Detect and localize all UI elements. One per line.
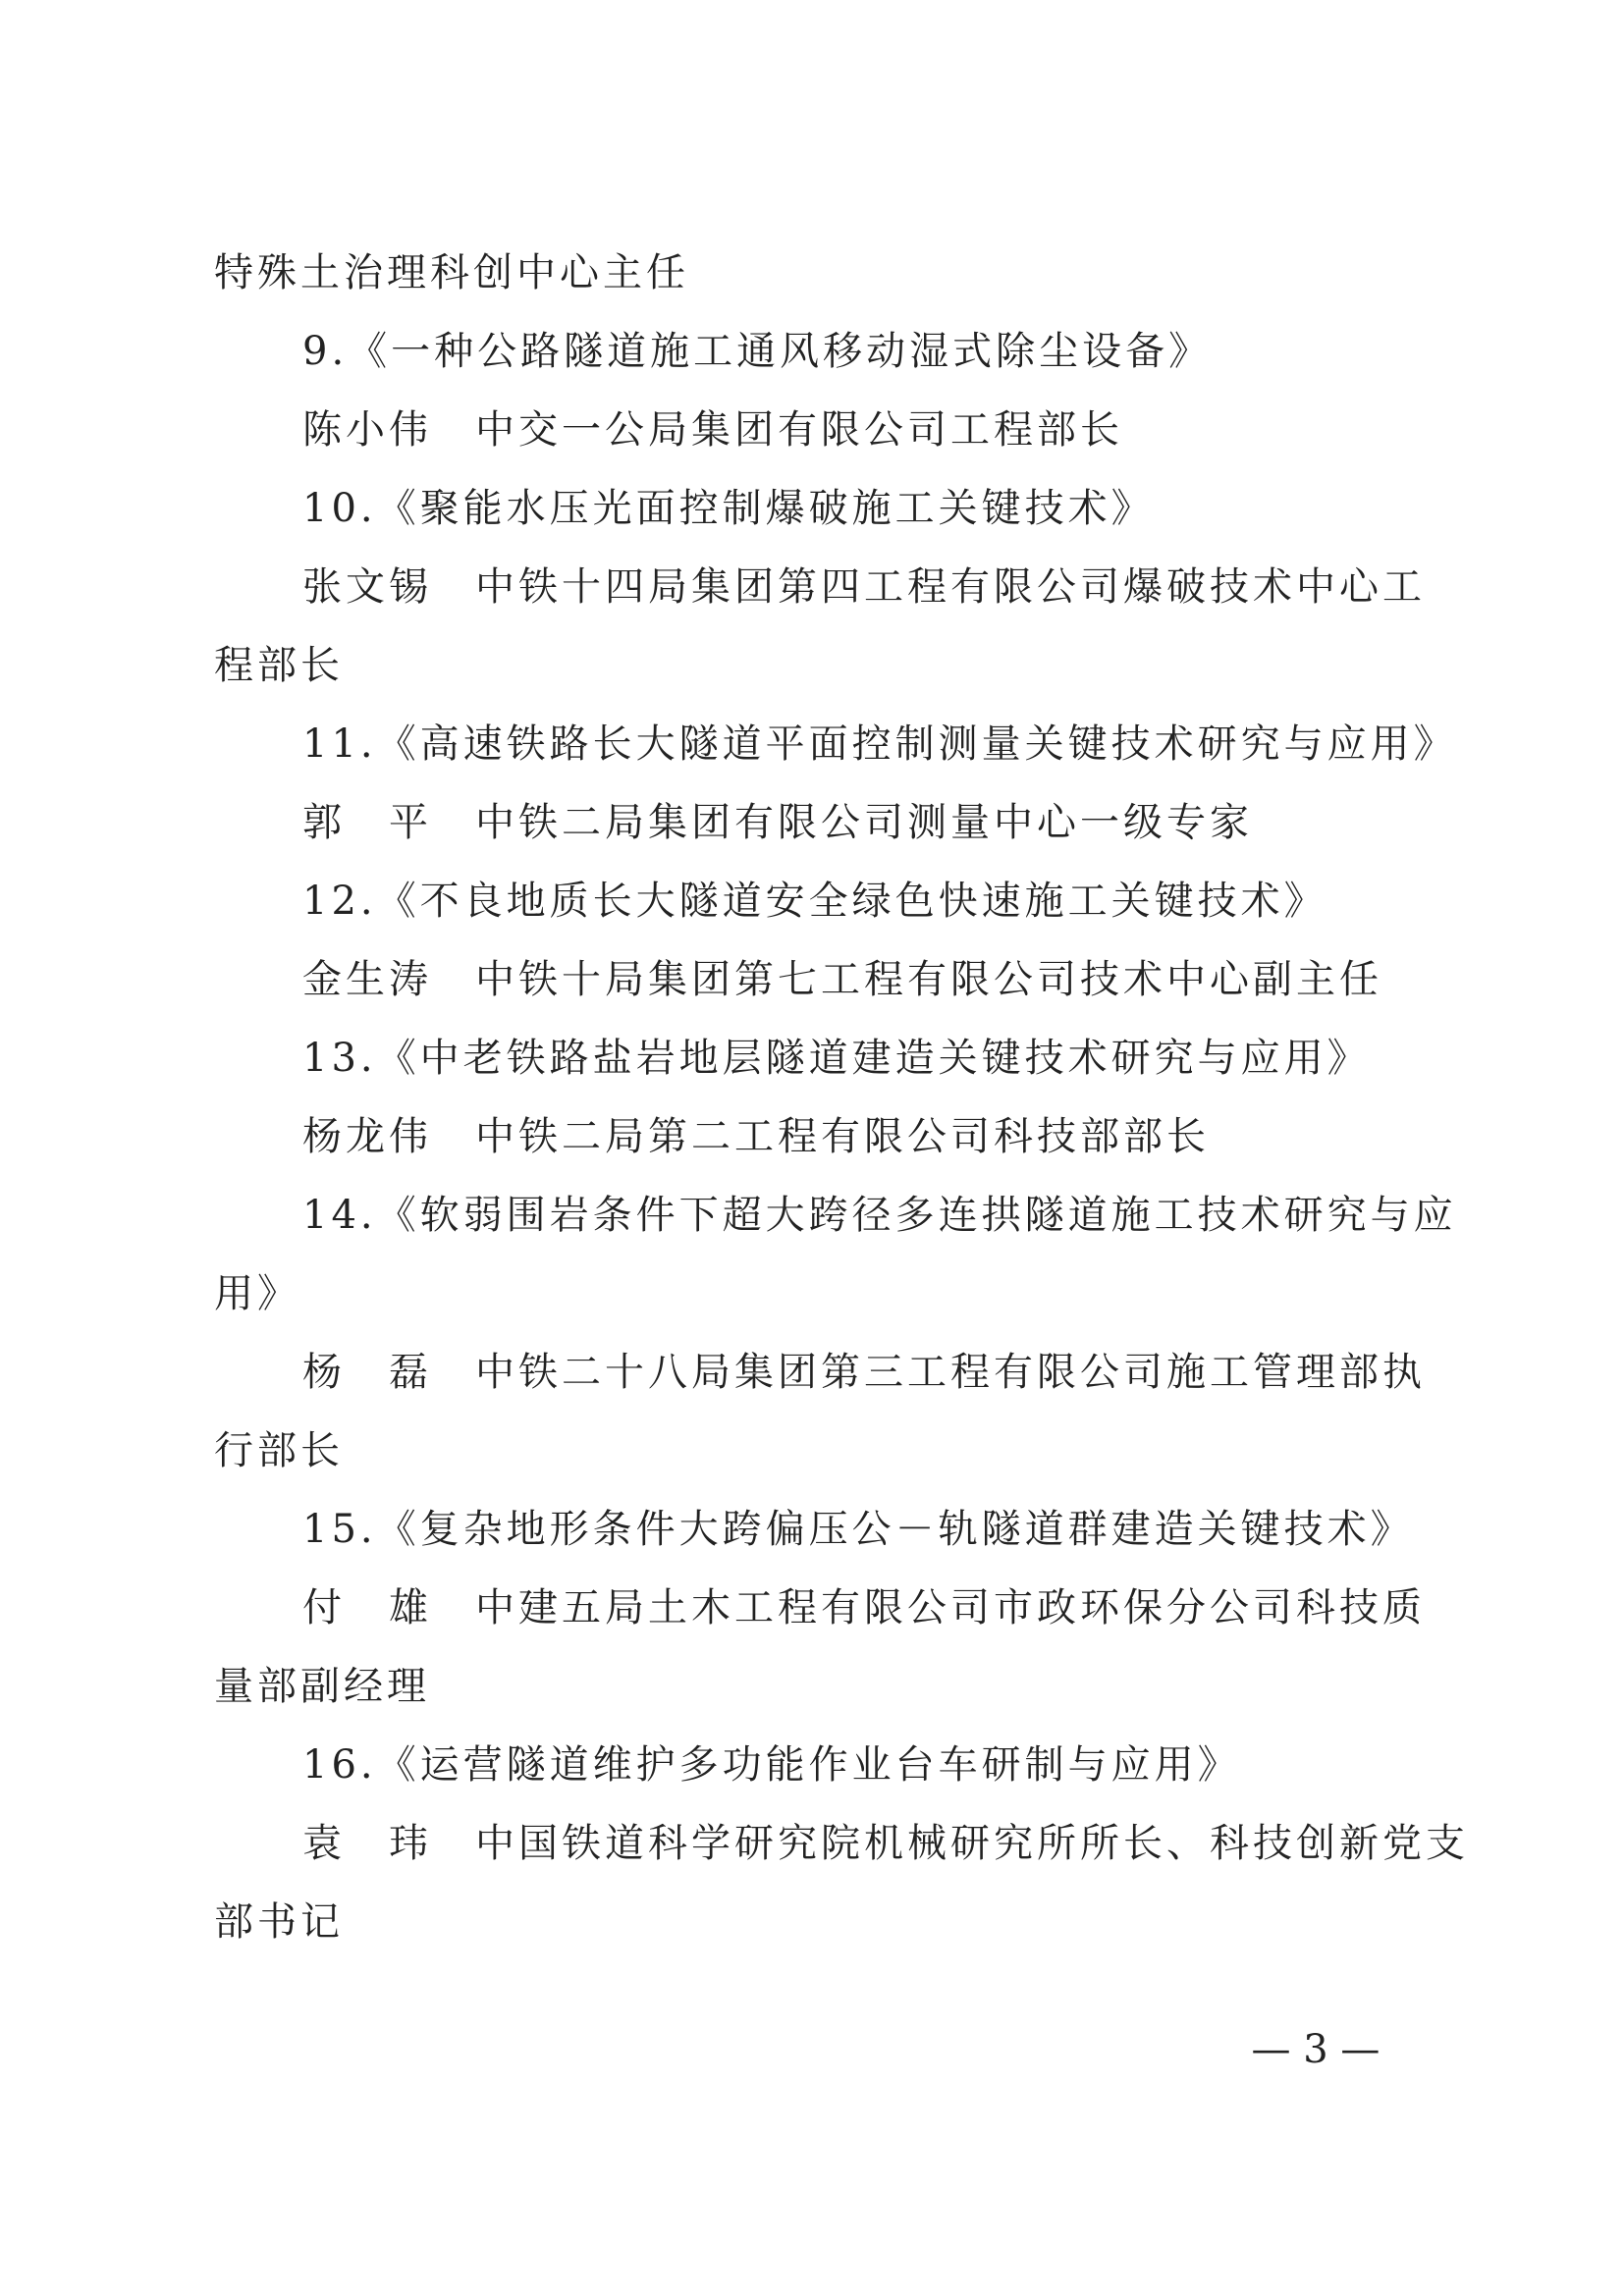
text-line-content: 16.《运营隧道维护多功能作业台车研制与应用》: [302, 1742, 1241, 1788]
award-title: [0, 1735, 1624, 1794]
text-line-content: 11.《高速铁路长大隧道平面控制测量关键技术研究与应用》: [302, 721, 1457, 767]
person-line-continued: [0, 1893, 1624, 1951]
person-line-continued: [0, 1421, 1624, 1480]
person-line: [0, 1578, 1624, 1637]
award-title-continued: [0, 1264, 1624, 1323]
award-title: [0, 872, 1624, 931]
person-line: [0, 950, 1624, 1009]
award-title: [0, 715, 1624, 774]
person-line: [0, 1814, 1624, 1873]
award-title: [0, 1029, 1624, 1088]
text-line-content: 金生涛 中铁十局集团第七工程有限公司技术中心副主任: [302, 957, 1382, 1002]
text-line-content: 程部长: [214, 643, 344, 688]
text-line-content: 张文锡 中铁十四局集团第四工程有限公司爆破技术中心工: [302, 564, 1426, 610]
person-line: [0, 1343, 1624, 1402]
text-line-content: 量部副经理: [214, 1664, 430, 1709]
person-line: [0, 1107, 1624, 1166]
award-title: [0, 479, 1624, 538]
person-line: [0, 793, 1624, 852]
text-line-content: 特殊土治理科创中心主任: [214, 250, 689, 295]
page-number: — 3 —: [1251, 2027, 1380, 2072]
award-title: [0, 322, 1624, 381]
person-line: [0, 400, 1624, 459]
text-line-content: 部书记: [214, 1899, 344, 1945]
text-line-content: 13.《中老铁路盐岩地层隧道建造关键技术研究与应用》: [302, 1036, 1371, 1081]
person-line-continued: [0, 1657, 1624, 1716]
award-title: [0, 1500, 1624, 1559]
text-line-content: 15.《复杂地形条件大跨偏压公－轨隧道群建造关键技术》: [302, 1507, 1414, 1552]
text-line-content: 付 雄 中建五局土木工程有限公司市政环保分公司科技质: [302, 1585, 1426, 1630]
person-line-continued: [0, 636, 1624, 695]
award-title: [0, 1186, 1624, 1245]
text-line-content: 陈小伟 中交一公局集团有限公司工程部长: [302, 407, 1123, 453]
text-line-content: 12.《不良地质长大隧道安全绿色快速施工关键技术》: [302, 879, 1327, 924]
text-line-content: 行部长: [214, 1428, 344, 1473]
text-line-content: 9.《一种公路隧道施工通风移动湿式除尘设备》: [302, 329, 1213, 374]
text-line-content: 14.《软弱围岩条件下超大跨径多连拱隧道施工技术研究与应: [302, 1193, 1457, 1238]
text-line-content: 郭 平 中铁二局集团有限公司测量中心一级专家: [302, 800, 1253, 845]
person-line: [0, 558, 1624, 616]
text-line-content: 10.《聚能水压光面控制爆破施工关键技术》: [302, 486, 1155, 531]
text-line-content: 袁 玮 中国铁道科学研究院机械研究所所长、科技创新党支: [302, 1821, 1469, 1866]
text-line-content: 杨 磊 中铁二十八局集团第三工程有限公司施工管理部执: [302, 1350, 1426, 1395]
text-line: [0, 243, 1624, 302]
text-line-content: 用》: [214, 1271, 300, 1316]
text-line-content: 杨龙伟 中铁二局第二工程有限公司科技部部长: [302, 1114, 1210, 1159]
